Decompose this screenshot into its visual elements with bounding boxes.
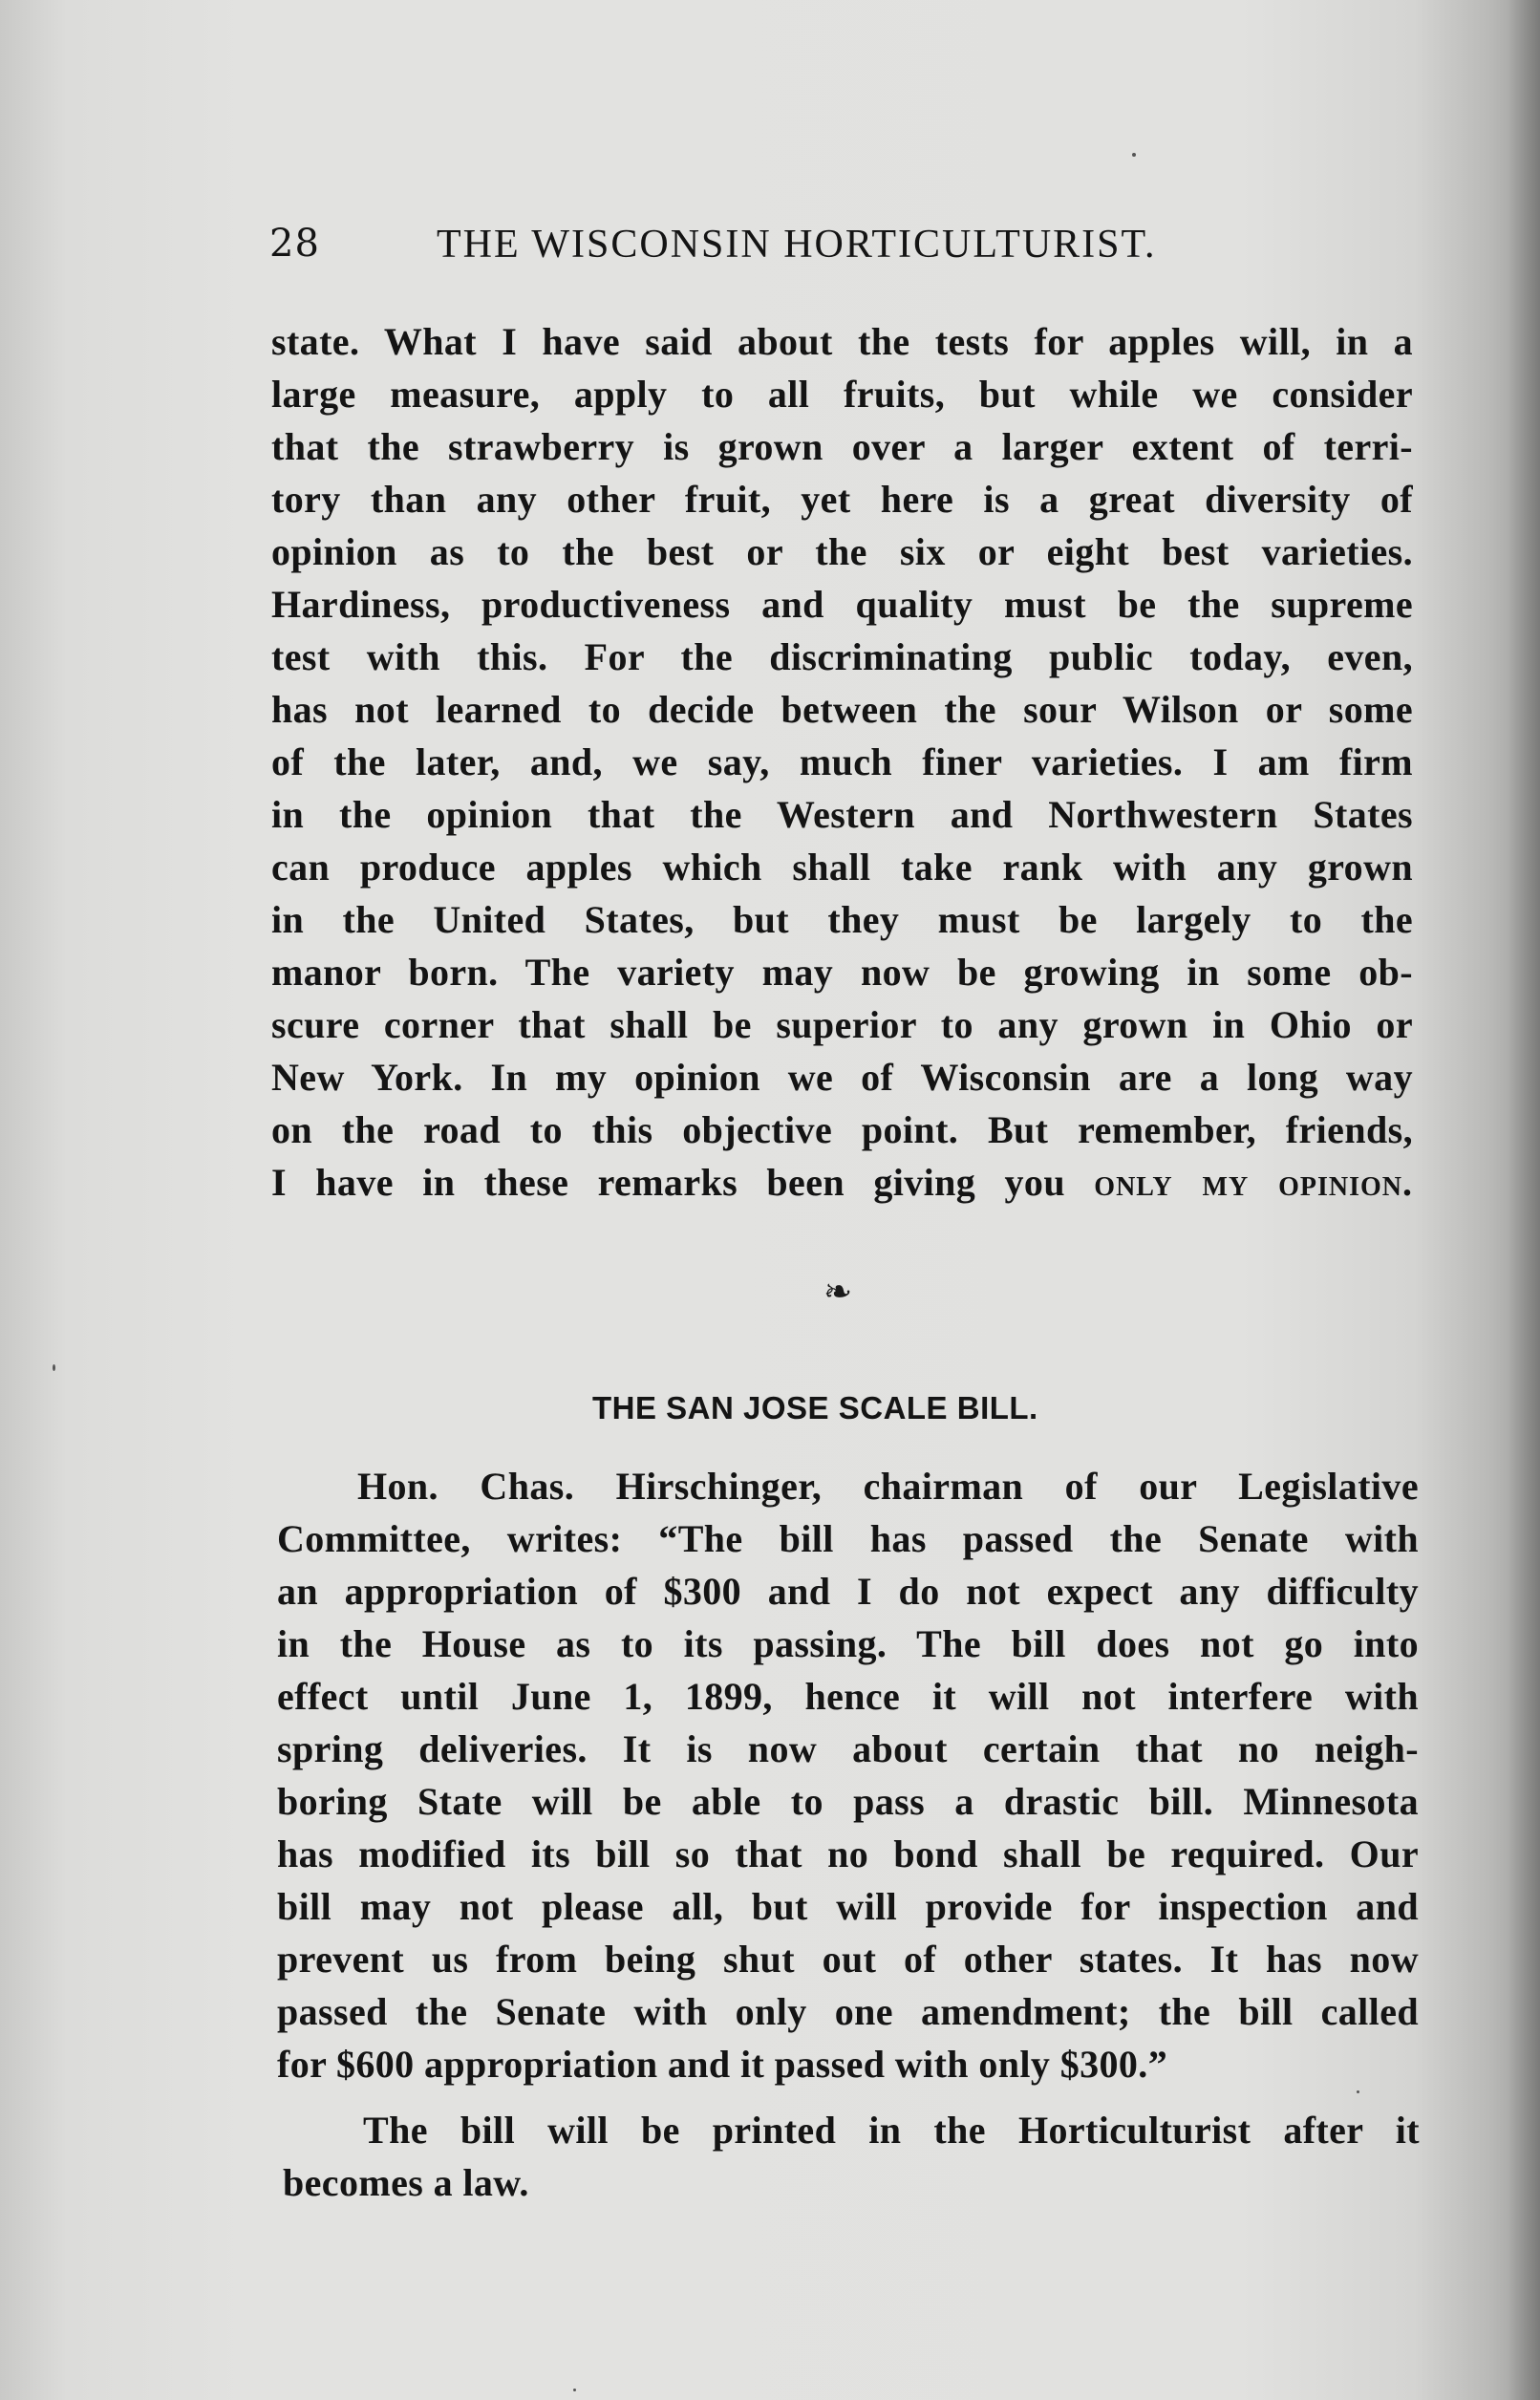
paper-speck [53, 1364, 55, 1371]
text-line: state. What I have said about the tests for apples will, in a [271, 320, 1413, 363]
text-line: for $600 appropriation and it passed with only $300.” [277, 2043, 1168, 2086]
paper-speck [1132, 153, 1136, 157]
text-line: becomes a law. [283, 2161, 529, 2204]
text-line: that the strawberry is grown over a larger extent of terri- [271, 425, 1413, 468]
text-line: effect until June 1, 1899, hence it will not interfere with [277, 1675, 1419, 1718]
paragraph-scale-bill [277, 1460, 1419, 2090]
text-line: on the road to this objective point. But remember, friends, [271, 1108, 1413, 1151]
text-line: bill may not please all, but will provide for inspection and [277, 1885, 1419, 1928]
text-line: has modified its bill so that no bond shall be required. Our [277, 1832, 1419, 1875]
text-line: of the later, and, we say, much finer varieties. I am firm [271, 740, 1413, 783]
running-head [269, 222, 1244, 279]
text-line: New York. In my opinion we of Wisconsin are a long way [271, 1056, 1413, 1099]
final-line-emphasis: only my opinion. [1094, 1161, 1413, 1204]
text-line: manor born. The variety may now be growing in some ob- [271, 951, 1413, 994]
text-line: passed the Senate with only one amendment; the bill called [277, 1990, 1419, 2033]
text-line: in the United States, but they must be largely to the [271, 898, 1413, 941]
text-line: boring State will be able to pass a drastic bill. Minnesota [277, 1780, 1419, 1823]
section-title: THE SAN JOSE SCALE BILL. [592, 1390, 1038, 1425]
text-line: has not learned to decide between the sour Wilson or some [271, 688, 1413, 731]
text-line: spring deliveries. It is now about certain that no neigh- [277, 1727, 1419, 1770]
text-line: Hon. Chas. Hirschinger, chairman of our Legislative [357, 1465, 1419, 1508]
fleuron-ornament: ❧ [823, 1273, 853, 1312]
text-line: an appropriation of $300 and I do not expect any difficulty [277, 1570, 1419, 1613]
paragraph-printing-note [283, 2104, 1420, 2209]
text-line: test with this. For the discriminating public today, even, [271, 635, 1413, 678]
text-line: in the House as to its passing. The bill does not go into [277, 1622, 1419, 1665]
scan-shadow-edge [1508, 0, 1540, 2400]
running-title: THE WISCONSIN HORTICULTURIST. [437, 223, 1157, 267]
paragraph-strawberry-opinion [271, 315, 1413, 1209]
paper-speck [573, 2389, 576, 2391]
text-line: opinion as to the best or the six or eight best varieties. [271, 530, 1413, 573]
text-line: Committee, writes: “The bill has passed the Senate with [277, 1517, 1419, 1560]
text-line: Hardiness, productiveness and quality must be the supreme [271, 583, 1413, 626]
text-line: can produce apples which shall take rank with any grown [271, 846, 1413, 889]
text-line: in the opinion that the Western and Northwestern States [271, 793, 1413, 836]
text-line-final [271, 1156, 1413, 1209]
text-line: tory than any other fruit, yet here is a great diversity of [271, 478, 1413, 521]
final-line-text: I have in these remarks been giving you [271, 1161, 1065, 1204]
paper-speck [1357, 2090, 1359, 2093]
text-line: The bill will be printed in the Horticulturist after it [363, 2109, 1420, 2152]
text-line: prevent us from being shut out of other states. It has now [277, 1938, 1419, 1981]
text-line: scure corner that shall be superior to any grown in Ohio or [271, 1003, 1413, 1046]
page-number: 28 [269, 222, 320, 266]
text-line: large measure, apply to all fruits, but while we consider [271, 373, 1413, 416]
